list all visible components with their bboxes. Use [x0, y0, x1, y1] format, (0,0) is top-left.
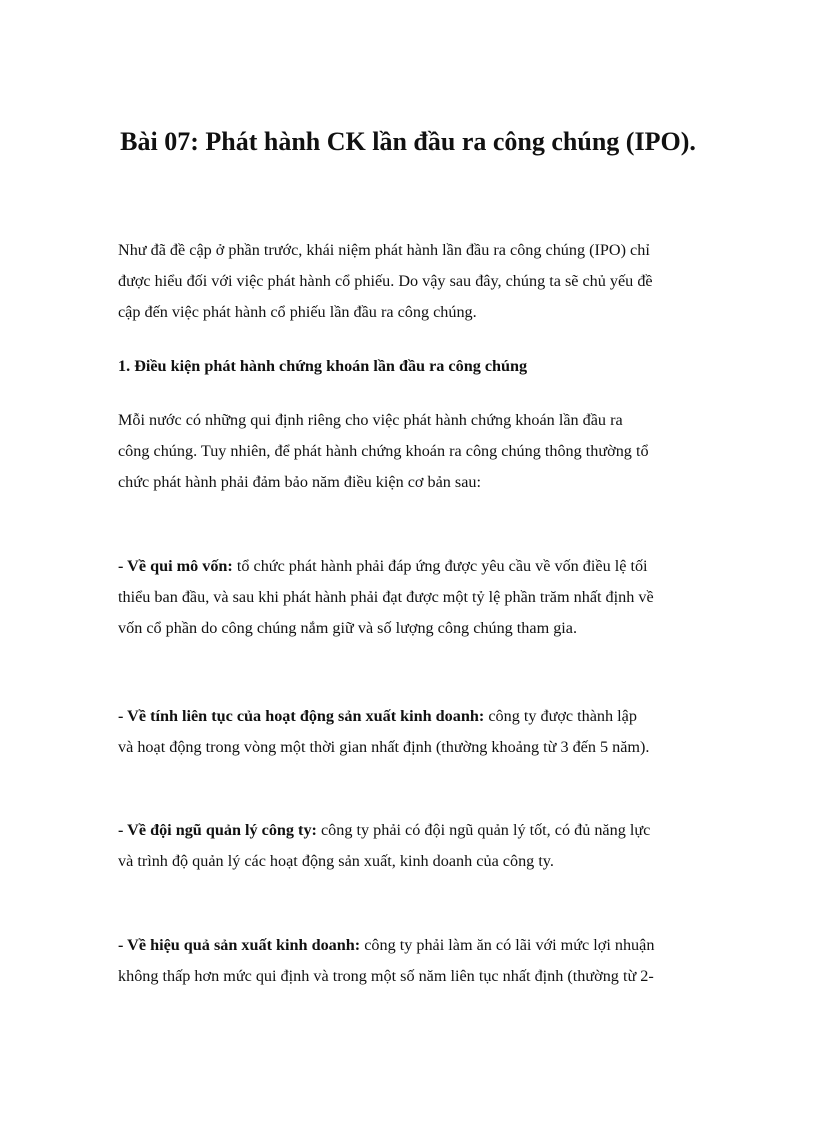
condition-text: tổ chức phát hành phải đáp ứng được yêu cầu về vốn điều lệ tối: [232, 557, 648, 575]
section-heading: 1. Điều kiện phát hành chứng khoán lần đầu ra công chúng: [118, 357, 528, 375]
text-line: không thấp hơn mức qui định và trong một số năm liên tục nhất định (thường từ 2-: [118, 967, 654, 985]
condition-management: [118, 815, 708, 877]
text-line: Mỗi nước có những qui định riêng cho việc phát hành chứng khoán lần đầu ra: [118, 411, 623, 429]
text-line: Như đã đề cập ở phần trước, khái niệm phát hành lần đầu ra công chúng (IPO) chỉ: [118, 241, 650, 259]
text-line: và hoạt động trong vòng một thời gian nhất định (thường khoảng từ 3 đến 5 năm).: [118, 738, 650, 756]
text-line: [118, 930, 708, 961]
condition-text: công ty phải làm ăn có lãi với mức lợi nhuận: [360, 936, 655, 954]
condition-capital: [118, 551, 708, 644]
text-line: được hiểu đối với việc phát hành cổ phiếu. Do vậy sau đây, chúng ta sẽ chủ yếu đề: [118, 272, 653, 290]
text-line: và trình độ quản lý các hoạt động sản xuất, kinh doanh của công ty.: [118, 852, 554, 870]
condition-text: công ty phải có đội ngũ quản lý tốt, có đủ năng lực: [316, 821, 651, 839]
condition-text: công ty được thành lập: [484, 707, 637, 725]
condition-efficiency: [118, 930, 708, 992]
text-line: vốn cổ phần do công chúng nắm giữ và số lượng công chúng tham gia.: [118, 619, 578, 637]
text-line: công chúng. Tuy nhiên, để phát hành chứng khoán ra công chúng thông thường tổ: [118, 442, 649, 460]
condition-continuity: [118, 701, 708, 763]
condition-label: - Về hiệu quả sản xuất kinh doanh:: [118, 936, 361, 954]
section-paragraph: [118, 405, 708, 498]
condition-label: - Về qui mô vốn:: [118, 557, 233, 575]
intro-paragraph: [118, 235, 708, 328]
text-line: chức phát hành phải đảm bảo năm điều kiện cơ bản sau:: [118, 473, 482, 491]
text-line: [118, 551, 708, 582]
page-title: Bài 07: Phát hành CK lần đầu ra công chúng (IPO).: [120, 127, 696, 156]
text-line: thiểu ban đầu, và sau khi phát hành phải đạt được một tỷ lệ phần trăm nhất định về: [118, 588, 654, 606]
text-line: [118, 701, 708, 732]
text-line: cập đến việc phát hành cổ phiếu lần đầu ra công chúng.: [118, 303, 477, 321]
text-line: [118, 815, 708, 846]
condition-label: - Về đội ngũ quản lý công ty:: [118, 821, 317, 839]
condition-label: - Về tính liên tục của hoạt động sản xuất kinh doanh:: [118, 707, 485, 725]
